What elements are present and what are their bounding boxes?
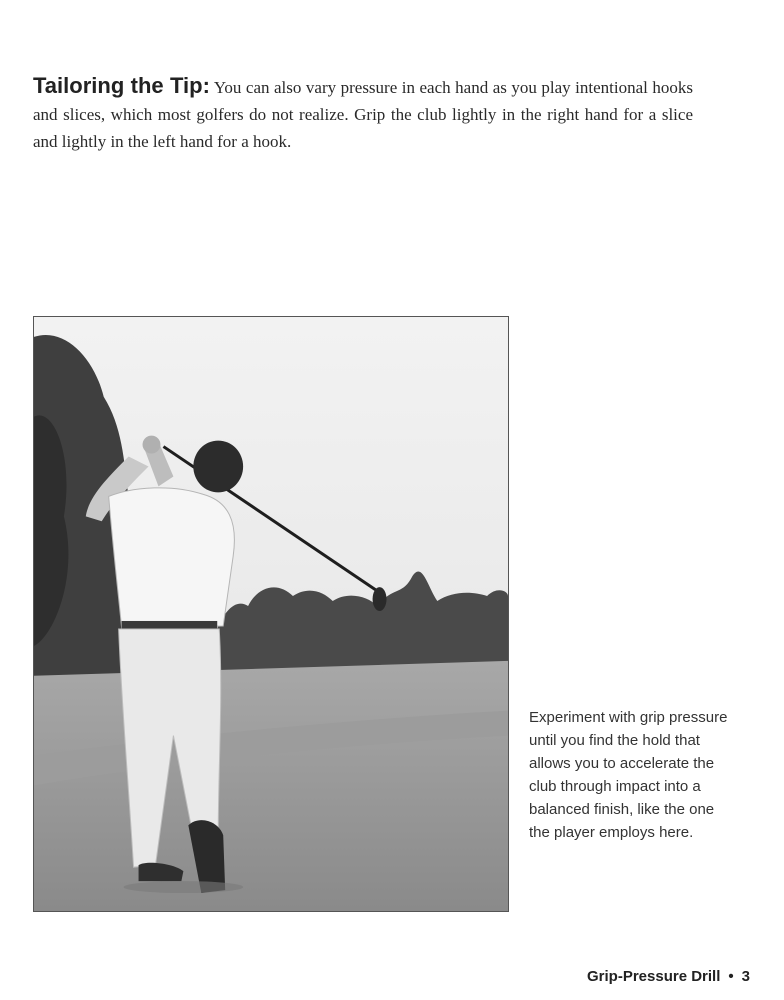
golfer-shadow <box>124 881 243 893</box>
photo-caption: Experiment with grip pressure until you find the hold that allows you to accelerate the club through impact into a balanced finish, like the one the player employs here. <box>529 709 728 841</box>
golfer-photo <box>33 316 509 912</box>
golfer-hands <box>143 436 161 454</box>
golf-club-head <box>373 587 387 611</box>
page-number: 3 <box>741 968 750 985</box>
page-footer <box>587 968 750 985</box>
golfer-belt <box>122 621 218 629</box>
golfer-head <box>193 441 243 493</box>
golfer-shirt <box>109 488 235 628</box>
tip-heading: Tailoring the Tip: <box>33 73 210 98</box>
golfer-illustration <box>34 317 508 911</box>
footer-separator: • <box>728 968 734 985</box>
fairway <box>34 661 508 911</box>
tip-body: You can also vary pressure in each hand as you play intentional hooks and slices, which most golfers do not realize. Grip the club lightly in the right hand for a slice and lightly in the left hand for a hook. <box>33 78 693 151</box>
tip-paragraph <box>33 72 693 155</box>
footer-section-title: Grip-Pressure Drill <box>587 968 721 985</box>
